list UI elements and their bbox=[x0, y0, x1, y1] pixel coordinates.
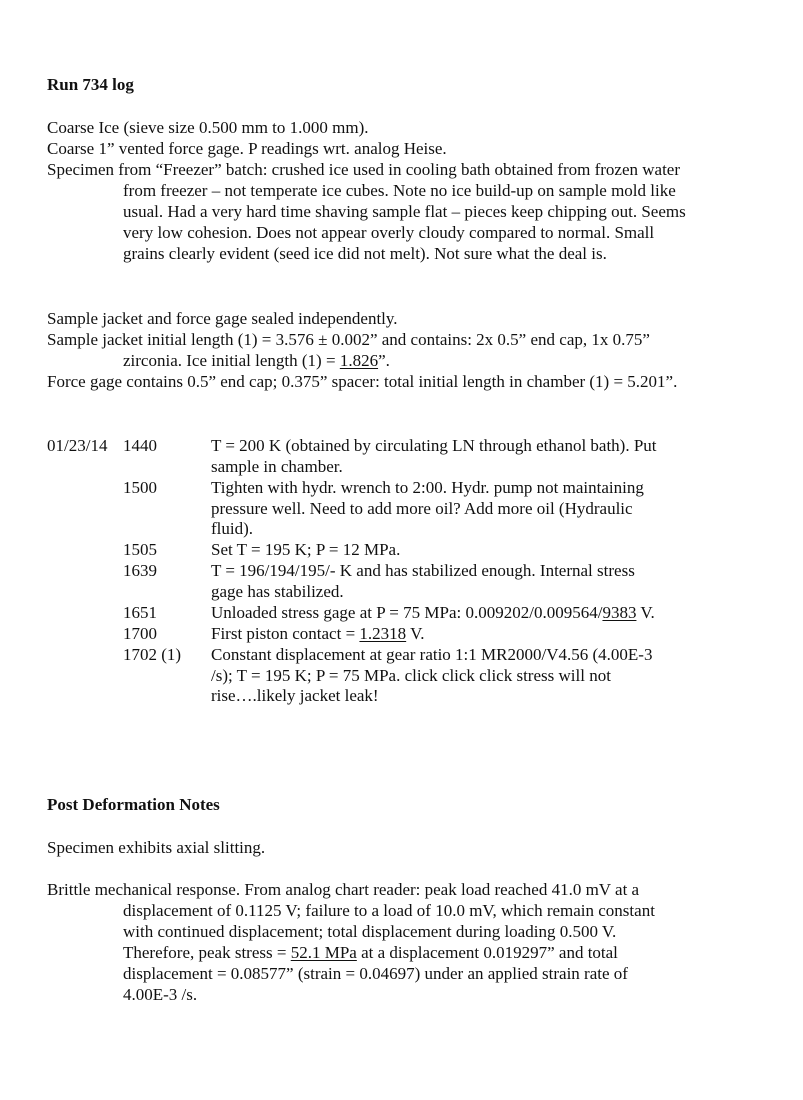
log-time: 1700 bbox=[123, 624, 157, 643]
log-date: 01/23/14 bbox=[47, 436, 108, 455]
log-text-suffix: V. bbox=[406, 624, 425, 643]
brittle-response-continuation: displacement of 0.1125 V; failure to a load of 10.0 mV, which remain constant bbox=[123, 901, 655, 920]
force-gage-line: Coarse 1” vented force gage. P readings wrt. analog Heise. bbox=[47, 139, 447, 158]
log-time: 1505 bbox=[123, 540, 157, 559]
specimen-line: Specimen from “Freezer” batch: crushed ice used in cooling bath obtained from frozen water bbox=[47, 160, 680, 179]
log-text bbox=[211, 540, 711, 561]
brittle-response-continuation: with continued displacement; total displacement during loading 0.500 V. bbox=[123, 922, 617, 941]
piston-contact-value: 1.2318 bbox=[359, 624, 407, 643]
log-text-line: Set T = 195 K; P = 12 MPa. bbox=[211, 540, 401, 559]
brittle-response-continuation: displacement = 0.08577” (strain = 0.04697) under an applied strain rate of bbox=[123, 964, 628, 983]
log-text-prefix: Unloaded stress gage at P = 75 MPa: 0.009202/0.009564/ bbox=[211, 603, 603, 622]
log-time: 1651 bbox=[123, 603, 157, 622]
slitting-note: Specimen exhibits axial slitting. bbox=[47, 838, 266, 857]
ice-size-line: Coarse Ice (sieve size 0.500 mm to 1.000 mm). bbox=[47, 118, 369, 137]
log-text-line: rise….likely jacket leak! bbox=[211, 686, 379, 705]
log-text-prefix: First piston contact = bbox=[211, 624, 360, 643]
log-text bbox=[211, 478, 711, 540]
log-text-line: Constant displacement at gear ratio 1:1 MR2000/V4.56 (4.00E-3 bbox=[211, 645, 653, 664]
log-text-line: sample in chamber. bbox=[211, 456, 343, 476]
log-text-line: T = 200 K (obtained by circulating LN through ethanol bath). Put bbox=[211, 436, 657, 455]
specimen-continuation: from freezer – not temperate ice cubes. Note no ice build-up on sample mold like bbox=[123, 181, 676, 200]
ice-length-suffix: ”. bbox=[378, 351, 390, 370]
brittle-response-line: Brittle mechanical response. From analog chart reader: peak load reached 41.0 mV at a bbox=[47, 880, 640, 899]
ice-length-value: 1.826 bbox=[339, 351, 379, 370]
post-deformation-title: Post Deformation Notes bbox=[47, 795, 220, 814]
log-time: 1702 (1) bbox=[123, 645, 182, 664]
log-time: 1440 bbox=[123, 436, 157, 455]
log-text bbox=[211, 624, 711, 645]
log-text-line: T = 196/194/195/- K and has stabilized enough. Internal stress bbox=[211, 561, 635, 580]
log-text-line: fluid). bbox=[211, 519, 254, 538]
sealed-line: Sample jacket and force gage sealed independently. bbox=[47, 309, 398, 328]
stress-gage-value: 9383 bbox=[602, 603, 637, 622]
log-text-line: pressure well. Need to add more oil? Add more oil (Hydraulic bbox=[211, 498, 633, 518]
peak-stress-prefix: Therefore, peak stress = bbox=[123, 943, 291, 962]
log-text bbox=[211, 561, 711, 602]
force-gage-length-line: Force gage contains 0.5” end cap; 0.375” spacer: total initial length in chamber (1) = 5.201”. bbox=[47, 372, 678, 391]
log-text-line: gage has stabilized. bbox=[211, 581, 344, 601]
log-text-line: /s); T = 195 K; P = 75 MPa. click click click stress will not bbox=[211, 665, 611, 685]
specimen-continuation: grains clearly evident (seed ice did not melt). Not sure what the deal is. bbox=[123, 244, 607, 263]
peak-stress-value: 52.1 MPa bbox=[290, 943, 357, 962]
log-text bbox=[211, 645, 711, 707]
log-time: 1639 bbox=[123, 561, 157, 580]
log-text-line: Tighten with hydr. wrench to 2:00. Hydr. pump not maintaining bbox=[211, 478, 644, 497]
log-text-suffix: V. bbox=[636, 603, 655, 622]
ice-length-line bbox=[123, 351, 390, 372]
specimen-continuation: very low cohesion. Does not appear overly cloudy compared to normal. Small bbox=[123, 223, 655, 242]
brittle-response-continuation bbox=[123, 943, 618, 964]
brittle-response-continuation: 4.00E-3 /s. bbox=[123, 985, 198, 1004]
log-text bbox=[211, 603, 711, 624]
peak-stress-suffix: at a displacement 0.019297” and total bbox=[356, 943, 618, 962]
ice-length-prefix: zirconia. Ice initial length (1) = bbox=[123, 351, 340, 370]
specimen-continuation: usual. Had a very hard time shaving sample flat – pieces keep chipping out. Seems bbox=[123, 202, 686, 221]
log-time: 1500 bbox=[123, 478, 157, 497]
document-title: Run 734 log bbox=[47, 75, 134, 94]
log-text bbox=[211, 436, 711, 477]
jacket-length-line: Sample jacket initial length (1) = 3.576 ± 0.002” and contains: 2x 0.5” end cap, 1x 0.75” bbox=[47, 330, 650, 349]
